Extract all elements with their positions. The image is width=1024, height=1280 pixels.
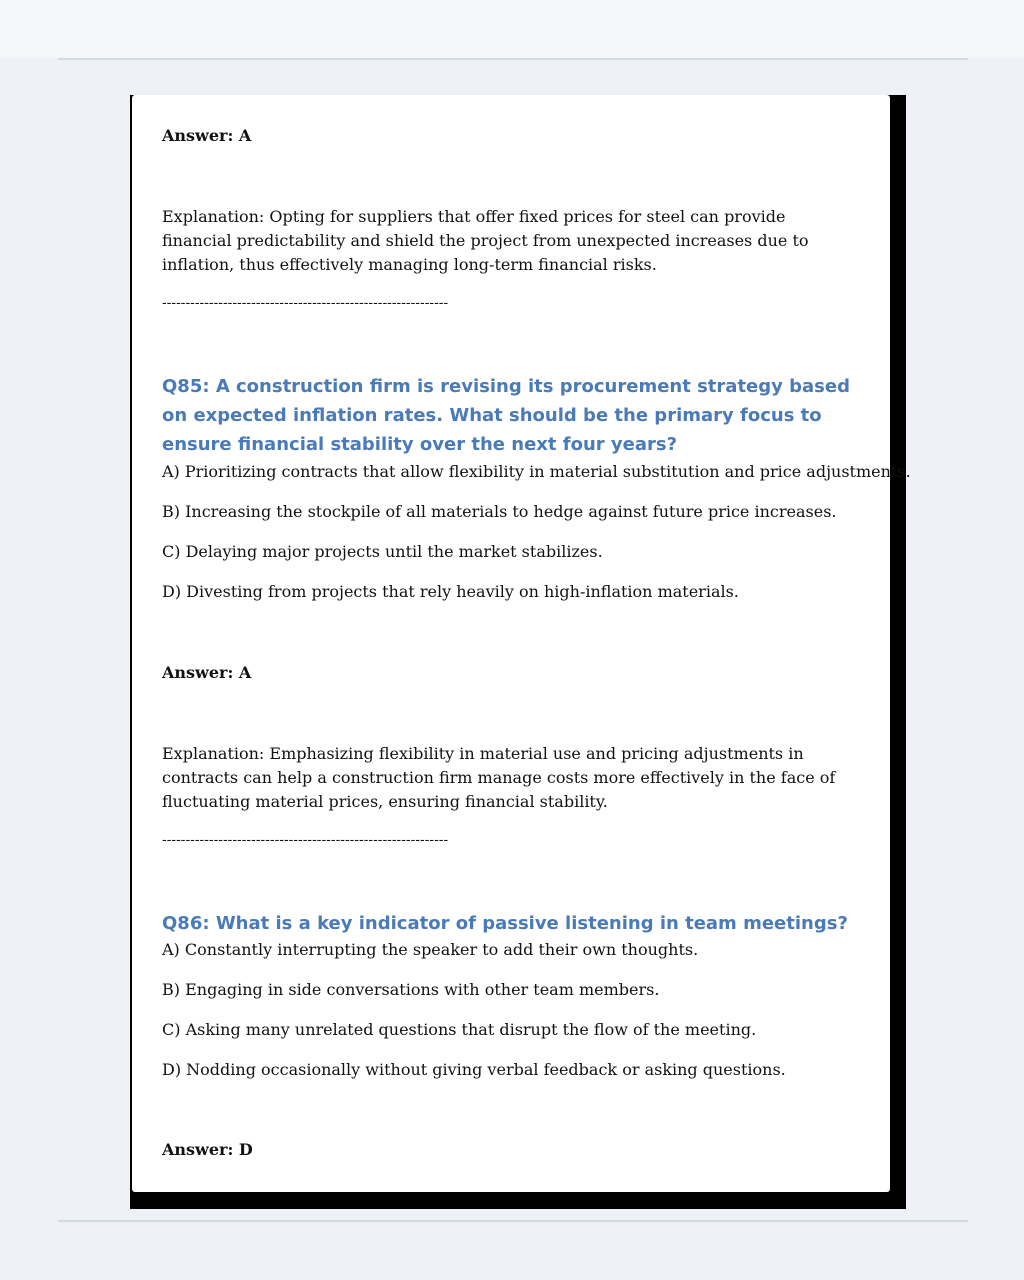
question-title-q85: Q85: A construction firm is revising its procurement strategy based on expected inflation rates. What should be the primary focus to ensure financial stability over the next four years? [162,376,850,455]
option-c: C) Delaying major projects until the market stabilizes. [162,542,603,561]
option-a: A) Constantly interrupting the speaker to add their own thoughts. [162,940,699,959]
option-b: B) Engaging in side conversations with other team members. [162,980,660,999]
explanation-text: Explanation: Opting for suppliers that offer fixed prices for steel can provide financial predictability and shield the project from unexpected increases due to inflation, thus effectively managing long-term financial risks. [162,207,809,274]
document-page [132,95,911,1192]
answer-label: Answer: D [162,1140,253,1159]
section-divider: ------------------------------------------------------------- [162,833,449,848]
option-a: A) Prioritizing contracts that allow flexibility in material substitution and price adjustments. [162,462,911,481]
viewer-top-bar [0,0,1024,58]
question-title-q86: Q86: What is a key indicator of passive listening in team meetings? [162,913,848,934]
explanation-text: Explanation: Emphasizing flexibility in material use and pricing adjustments in contracts can help a construction firm manage costs more effectively in the face of fluctuating material prices, ensuring financial stability. [162,744,836,811]
option-b: B) Increasing the stockpile of all materials to hedge against future price increases. [162,502,837,521]
option-c: C) Asking many unrelated questions that disrupt the flow of the meeting. [162,1020,757,1039]
option-d: D) Nodding occasionally without giving verbal feedback or asking questions. [162,1060,786,1079]
top-divider-line [58,58,968,60]
answer-label: Answer: A [162,663,252,682]
bottom-divider-line [58,1220,968,1222]
option-d: D) Divesting from projects that rely heavily on high-inflation materials. [162,582,739,601]
section-divider: ------------------------------------------------------------- [162,296,449,311]
answer-label: Answer: A [162,126,252,145]
